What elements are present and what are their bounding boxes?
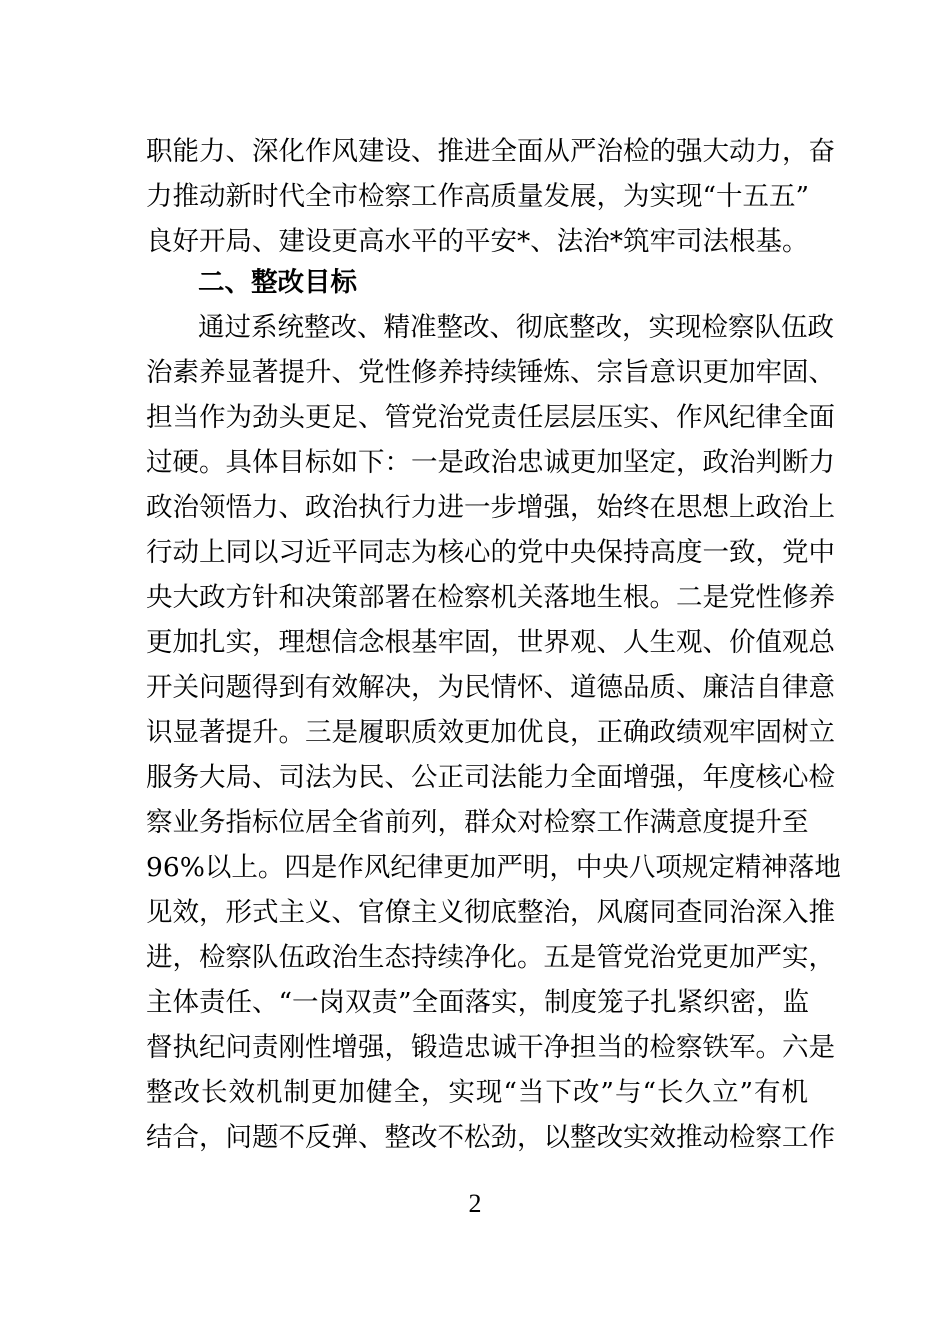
page-number: 2 [468, 1189, 482, 1218]
body-text-line: 96%以上。四是作风纪律更加严明，中央八项规定精神落地 [146, 852, 841, 883]
body-text-line: 良好开局、建设更高水平的平安*、法治*筑牢司法根基。 [146, 226, 809, 257]
body-text-line: 过硬。具体目标如下：一是政治忠诚更加坚定，政治判断力 [146, 447, 835, 478]
body-text-line: 职能力、深化作风建设、推进全面从严治检的强大动力，奋 [146, 136, 835, 167]
body-text-line: 力推动新时代全市检察工作高质量发展，为实现“十五五” [146, 181, 810, 212]
body-text-line: 开关问题得到有效解决，为民情怀、道德品质、廉洁自律意 [146, 672, 835, 703]
section-heading: 二、整改目标 [198, 267, 357, 298]
body-text-line: 进，检察队伍政治生态持续净化。五是管党治党更加严实， [146, 942, 835, 973]
body-text-line: 督执纪问责刚性增强，锻造忠诚干净担当的检察铁军。六是 [146, 1032, 835, 1063]
body-text-line: 见效，形式主义、官僚主义彻底整治，风腐同查同治深入推 [146, 897, 835, 928]
body-text-line: 政治领悟力、政治执行力进一步增强，始终在思想上政治上 [146, 492, 835, 523]
body-text-line: 主体责任、“一岗双责”全面落实，制度笼子扎紧织密，监 [146, 987, 810, 1018]
body-text-line: 更加扎实，理想信念根基牢固，世界观、人生观、价值观总 [146, 627, 835, 658]
body-text-line: 察业务指标位居全省前列，群众对检察工作满意度提升至 [146, 807, 809, 838]
body-text-line: 通过系统整改、精准整改、彻底整改，实现检察队伍政 [198, 312, 834, 343]
body-text-line: 央大政方针和决策部署在检察机关落地生根。二是党性修养 [146, 582, 835, 613]
body-text-line: 治素养显著提升、党性修养持续锤炼、宗旨意识更加牢固、 [146, 357, 835, 388]
body-text-line: 服务大局、司法为民、公正司法能力全面增强，年度核心检 [146, 762, 835, 793]
body-text-line: 行动上同以习近平同志为核心的党中央保持高度一致，党中 [146, 537, 835, 568]
body-text-line: 结合，问题不反弹、整改不松劲，以整改实效推动检察工作 [146, 1122, 835, 1153]
body-text-line: 担当作为劲头更足、管党治党责任层层压实、作风纪律全面 [146, 402, 835, 433]
body-text-line: 识显著提升。三是履职质效更加优良，正确政绩观牢固树立 [146, 717, 835, 748]
body-text-line: 整改长效机制更加健全，实现“当下改”与“长久立”有机 [146, 1077, 808, 1108]
